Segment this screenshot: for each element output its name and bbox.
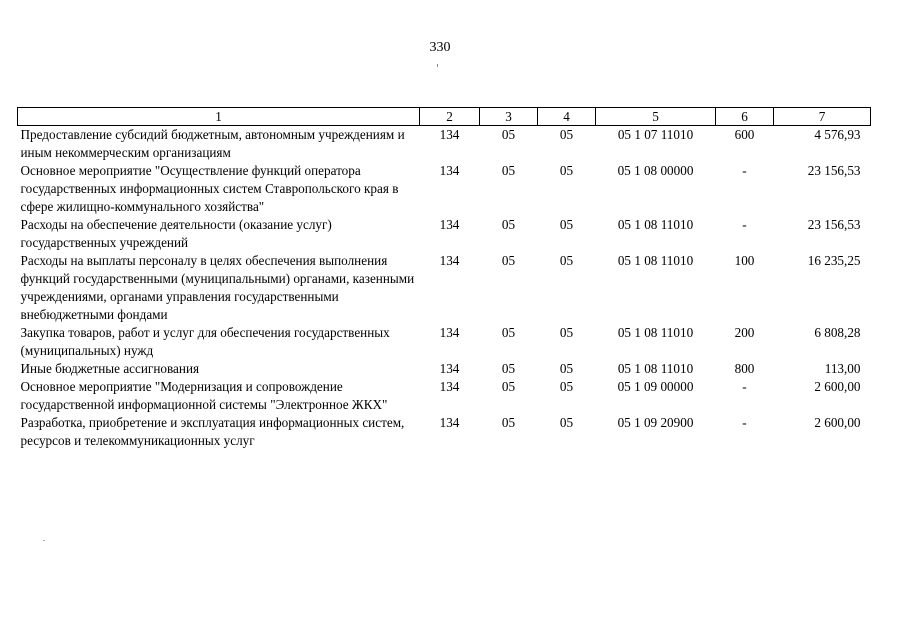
subsection-code: 05 [559, 163, 574, 178]
expense-type-code: 800 [734, 361, 755, 376]
column-header: 2 [420, 108, 480, 126]
row-name: Основное мероприятие "Осуществление функций оператора государственных информационных систем Ставропольского края в сфере жилищно-коммунального хозяйства" [20, 163, 399, 214]
subsection-code: 05 [559, 127, 574, 142]
table-row [18, 216, 871, 252]
amount: 23 156,53 [807, 163, 861, 178]
row-name: Иные бюджетные ассигнования [20, 361, 200, 376]
section-code: 05 [501, 127, 516, 142]
amount: 4 576,93 [814, 127, 861, 142]
target-article-code: 05 1 08 11010 [617, 253, 694, 268]
target-article-code: 05 1 08 00000 [617, 163, 694, 178]
subsection-code: 05 [559, 361, 574, 376]
table-header-row [18, 108, 871, 126]
expense-type-code: - [742, 379, 747, 394]
subsection-code: 05 [559, 325, 574, 340]
target-article-code: 05 1 09 00000 [617, 379, 694, 394]
section-code: 05 [501, 325, 516, 340]
section-code: 05 [501, 379, 516, 394]
table-row [18, 414, 871, 450]
subsection-code: 05 [559, 217, 574, 232]
page-number: 330 [429, 40, 451, 55]
amount: 23 156,53 [807, 217, 861, 232]
amount: 16 235,25 [807, 253, 861, 268]
expense-type-code: 100 [734, 253, 755, 268]
amount: 2 600,00 [814, 415, 861, 430]
column-header: 3 [480, 108, 538, 126]
amount: 113,00 [824, 361, 861, 376]
section-code: 05 [501, 163, 516, 178]
ministry-code: 134 [439, 379, 460, 394]
scan-speck [43, 540, 45, 541]
subsection-code: 05 [559, 379, 574, 394]
amount: 6 808,28 [814, 325, 861, 340]
column-header: 1 [18, 108, 420, 126]
ministry-code: 134 [439, 217, 460, 232]
target-article-code: 05 1 08 11010 [617, 217, 694, 232]
subsection-code: 05 [559, 253, 574, 268]
budget-table [17, 107, 871, 450]
row-name: Расходы на обеспечение деятельности (оказание услуг) государственных учреждений [20, 217, 332, 250]
column-header: 5 [596, 108, 716, 126]
expense-type-code: 600 [734, 127, 755, 142]
column-header: 7 [774, 108, 871, 126]
target-article-code: 05 1 08 11010 [617, 361, 694, 376]
table-row [18, 162, 871, 216]
ministry-code: 134 [439, 325, 460, 340]
expense-type-code: - [742, 163, 747, 178]
ministry-code: 134 [439, 163, 460, 178]
row-name: Расходы на выплаты персоналу в целях обеспечения выполнения функций государственными (муниципальными) органами, казенными учреждениями, органами управления государственными внебюджетными фондами [20, 253, 415, 322]
table-row [18, 126, 871, 163]
target-article-code: 05 1 07 11010 [617, 127, 694, 142]
table-row [18, 360, 871, 378]
page-mark [437, 64, 438, 67]
row-name: Разработка, приобретение и эксплуатация информационных систем, ресурсов и телекоммуникационных услуг [20, 415, 405, 448]
ministry-code: 134 [439, 361, 460, 376]
table-row [18, 378, 871, 414]
expense-type-code: - [742, 415, 747, 430]
section-code: 05 [501, 253, 516, 268]
row-name: Основное мероприятие "Модернизация и сопровождение государственной информационной системы "Электронное ЖКХ" [20, 379, 388, 412]
column-header: 4 [538, 108, 596, 126]
section-code: 05 [501, 415, 516, 430]
row-name: Закупка товаров, работ и услуг для обеспечения государственных (муниципальных) нужд [20, 325, 390, 358]
subsection-code: 05 [559, 415, 574, 430]
section-code: 05 [501, 217, 516, 232]
row-name: Предоставление субсидий бюджетным, автономным учреждениям и иным некоммерческим организациям [20, 127, 405, 160]
expense-type-code: - [742, 217, 747, 232]
amount: 2 600,00 [814, 379, 861, 394]
ministry-code: 134 [439, 253, 460, 268]
column-header: 6 [716, 108, 774, 126]
section-code: 05 [501, 361, 516, 376]
ministry-code: 134 [439, 415, 460, 430]
table-row [18, 252, 871, 324]
table-row [18, 324, 871, 360]
ministry-code: 134 [439, 127, 460, 142]
target-article-code: 05 1 09 20900 [617, 415, 694, 430]
target-article-code: 05 1 08 11010 [617, 325, 694, 340]
expense-type-code: 200 [734, 325, 755, 340]
